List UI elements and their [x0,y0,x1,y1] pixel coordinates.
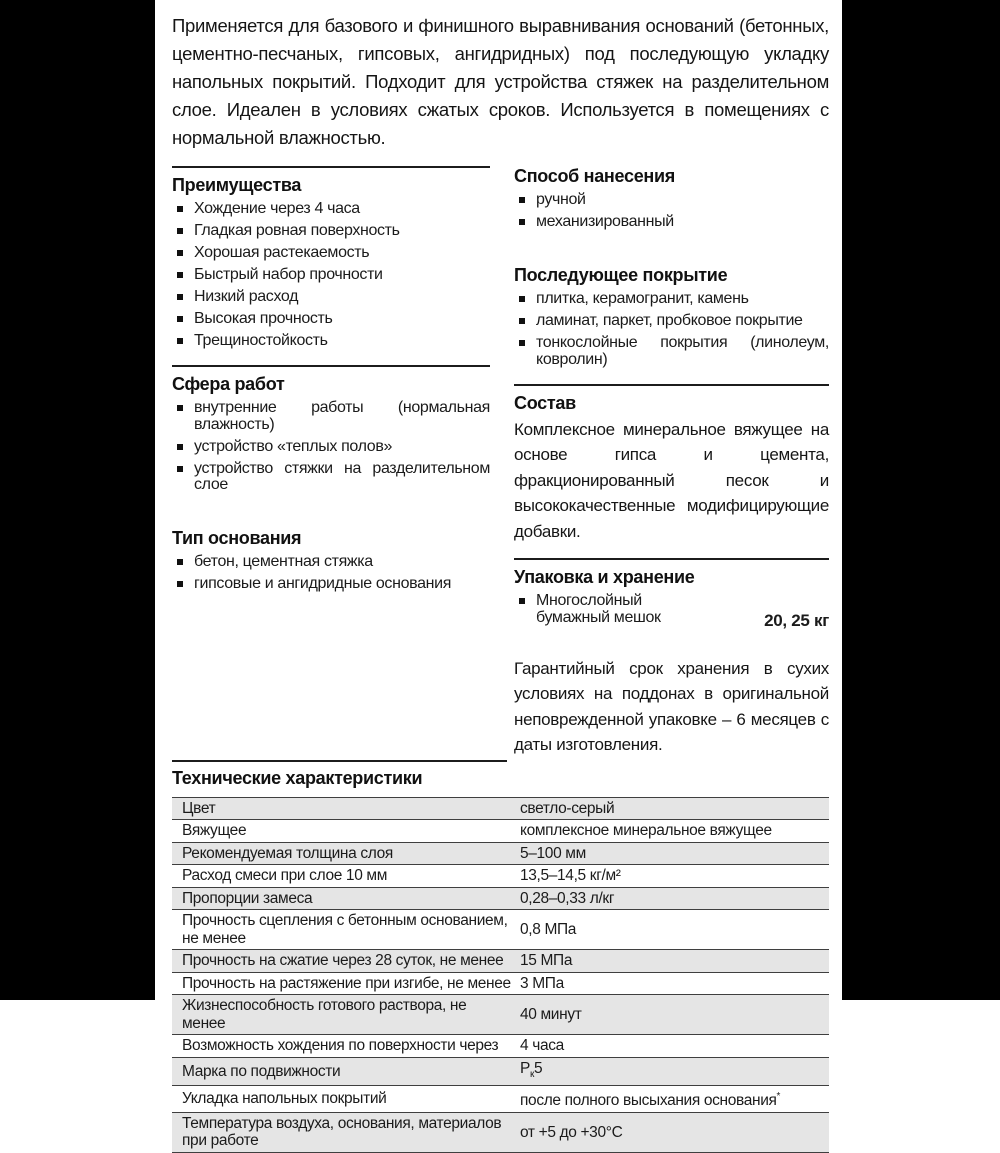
list-item [172,289,490,306]
two-column-area [172,166,829,758]
bullet-square-icon [177,405,183,411]
list-item [172,400,490,433]
document-page [155,0,842,1150]
row-value: 0,28–0,33 л/кг [520,889,615,907]
bullet-square-icon [519,340,525,346]
table-row [172,910,829,950]
table-row [172,973,829,996]
bullet-square-icon [177,559,183,565]
table-row [172,1113,829,1153]
table-row [172,1086,829,1113]
storage-note: Гарантийный срок хранения в сухих условиях на поддонах в оригинальной неповрежденной упаковке – 6 месяцев с даты изготовления. [514,658,829,754]
table-row [172,950,829,973]
list-item-label: Быстрый набор прочности [194,266,383,283]
packaging-line2: бумажный мешок [536,608,661,626]
list-item [172,267,490,284]
packaging-weight: 20, 25 кг [764,610,829,630]
bullet-square-icon [519,219,525,225]
list-item [172,223,490,240]
section-title-covering: Последующее покрытие [514,265,728,285]
list-item [514,192,829,209]
row-value: 3 МПа [520,974,564,992]
specs-table [172,797,829,1153]
section-title-application: Способ нанесения [514,166,675,186]
bullet-square-icon [177,466,183,472]
packaging-list [514,593,764,632]
list-item [172,439,490,456]
mobility-grade-letter: Р [520,1059,530,1077]
section-divider [514,384,829,386]
row-value: от +5 до +30°С [520,1123,623,1141]
list-item-label: Хождение через 4 часа [194,200,360,217]
left-column [172,166,490,758]
list-item-label: устройство «теплых полов» [194,437,393,455]
row-value: 40 минут [520,1005,582,1023]
list-item-label: внутренние работы (нормальная влажность) [194,399,490,433]
row-label: Цвет [182,799,216,817]
row-label: Жизнеспособность готового раствора, не менее [182,997,467,1032]
row-label: Пропорции замеса [182,889,313,907]
list-item-label: ручной [536,191,586,208]
list-item [172,576,490,593]
section-divider [172,365,490,367]
row-label: Рекомендуемая толщина слоя [182,844,393,862]
table-row [172,1058,829,1087]
packaging-line1: Многослойный [536,592,642,609]
right-column [514,166,829,758]
row-value [520,1086,829,1112]
bullet-square-icon [177,294,183,300]
list-item [172,461,490,494]
specs-section [172,760,829,1153]
list-item [514,313,829,330]
list-item-label: тонкослойные покрытия (линолеум, ковролин) [536,334,829,368]
mobility-grade-number: 5 [534,1059,543,1077]
section-divider [514,558,829,560]
list-item [172,333,490,350]
row-label: Расход смеси при слое 10 мм [182,867,388,884]
list-item [514,593,764,626]
row-value: 5–100 мм [520,844,586,862]
list-item-label: ламинат, паркет, пробковое покрытие [536,312,803,329]
section-title-scope: Сфера работ [172,374,285,394]
bullet-square-icon [519,296,525,302]
bullet-square-icon [519,598,525,604]
bullet-square-icon [177,206,183,212]
row-value: светло-серый [520,799,615,817]
bullet-square-icon [519,318,525,324]
bullet-square-icon [519,197,525,203]
row-value [520,1058,829,1086]
list-item-label: гипсовые и ангидридные основания [194,575,452,592]
section-title-composition: Состав [514,392,576,413]
section-title-base-type: Тип основания [172,528,302,548]
composition-text: Комплексное минеральное вяжущее на основе гипса и цемента, фракционированный песок и высококачественные модифицирующие добавки. [514,419,829,541]
row-value: 0,8 МПа [520,920,577,938]
list-item-label: Трещиностойкость [194,332,328,349]
footnote-asterisk: * [776,1091,781,1103]
list-item [172,554,490,571]
list-item-label: плитка, керамогранит, камень [536,290,749,307]
table-row [172,843,829,866]
list-item-label: механизированный [536,213,674,230]
list-item-label: Хорошая растекаемость [194,244,370,261]
row-value: комплексное минеральное вяжущее [520,822,772,839]
list-item-label: Высокая прочность [194,310,333,327]
bullet-square-icon [177,316,183,322]
list-item [514,291,829,308]
bullet-square-icon [177,338,183,344]
bullet-square-icon [177,444,183,450]
advantages-list [172,201,490,350]
list-item-label: Гладкая ровная поверхность [194,222,400,239]
bullet-square-icon [177,581,183,587]
row-label: Возможность хождения по поверхности через [182,1037,499,1054]
list-item-label: устройство стяжки на разделительном слое [194,459,490,493]
bullet-square-icon [177,228,183,234]
row-label: Укладка напольных покрытий [182,1090,387,1108]
mobility-grade-subscript: к [530,1068,535,1080]
bullet-square-icon [177,250,183,256]
table-row [172,888,829,911]
list-item [172,245,490,262]
scope-list [172,400,490,494]
application-list [514,192,829,231]
row-label: Температура воздуха, основания, материалов при работе [182,1114,502,1150]
section-title-advantages: Преимущества [172,175,302,195]
row-value-text: после полного высыхания основания [520,1092,777,1110]
list-item [514,335,829,368]
list-item-label: бетон, цементная стяжка [194,553,373,570]
packaging-row [514,593,829,632]
section-divider [172,166,490,168]
row-label: Прочность на сжатие через 28 суток, не менее [182,952,504,969]
table-row [172,820,829,843]
row-label: Вяжущее [182,822,247,839]
section-title-packaging: Упаковка и хранение [514,567,695,587]
table-row [172,865,829,888]
list-item [514,214,829,231]
table-row [172,995,829,1035]
row-label: Марка по подвижности [182,1062,341,1080]
row-label: Прочность сцепления с бетонным основанием, не менее [182,912,508,947]
row-value: 4 часа [520,1037,564,1054]
list-item [172,311,490,328]
table-row [172,798,829,821]
section-divider [172,760,507,762]
list-item [172,201,490,218]
list-item-label: Низкий расход [194,288,299,305]
row-value: 13,5–14,5 кг/м² [520,867,621,884]
row-value: 15 МПа [520,952,573,969]
intro-paragraph: Применяется для базового и финишного выравнивания оснований (бетонных, цементно-песчаных, гипсовых, ангидридных) под последующую укладку напольных покрытий. Подходит для устройства стяжек на разделительном слое. Идеален в условиях сжатых сроков. Используется в помещениях с нормальной влажностью. [172,15,829,148]
bullet-square-icon [177,272,183,278]
base-type-list [172,554,490,593]
row-label: Прочность на растяжение при изгибе, не менее [182,974,511,992]
covering-list [514,291,829,368]
table-row [172,1035,829,1058]
specs-title: Технические характеристики [172,767,423,788]
